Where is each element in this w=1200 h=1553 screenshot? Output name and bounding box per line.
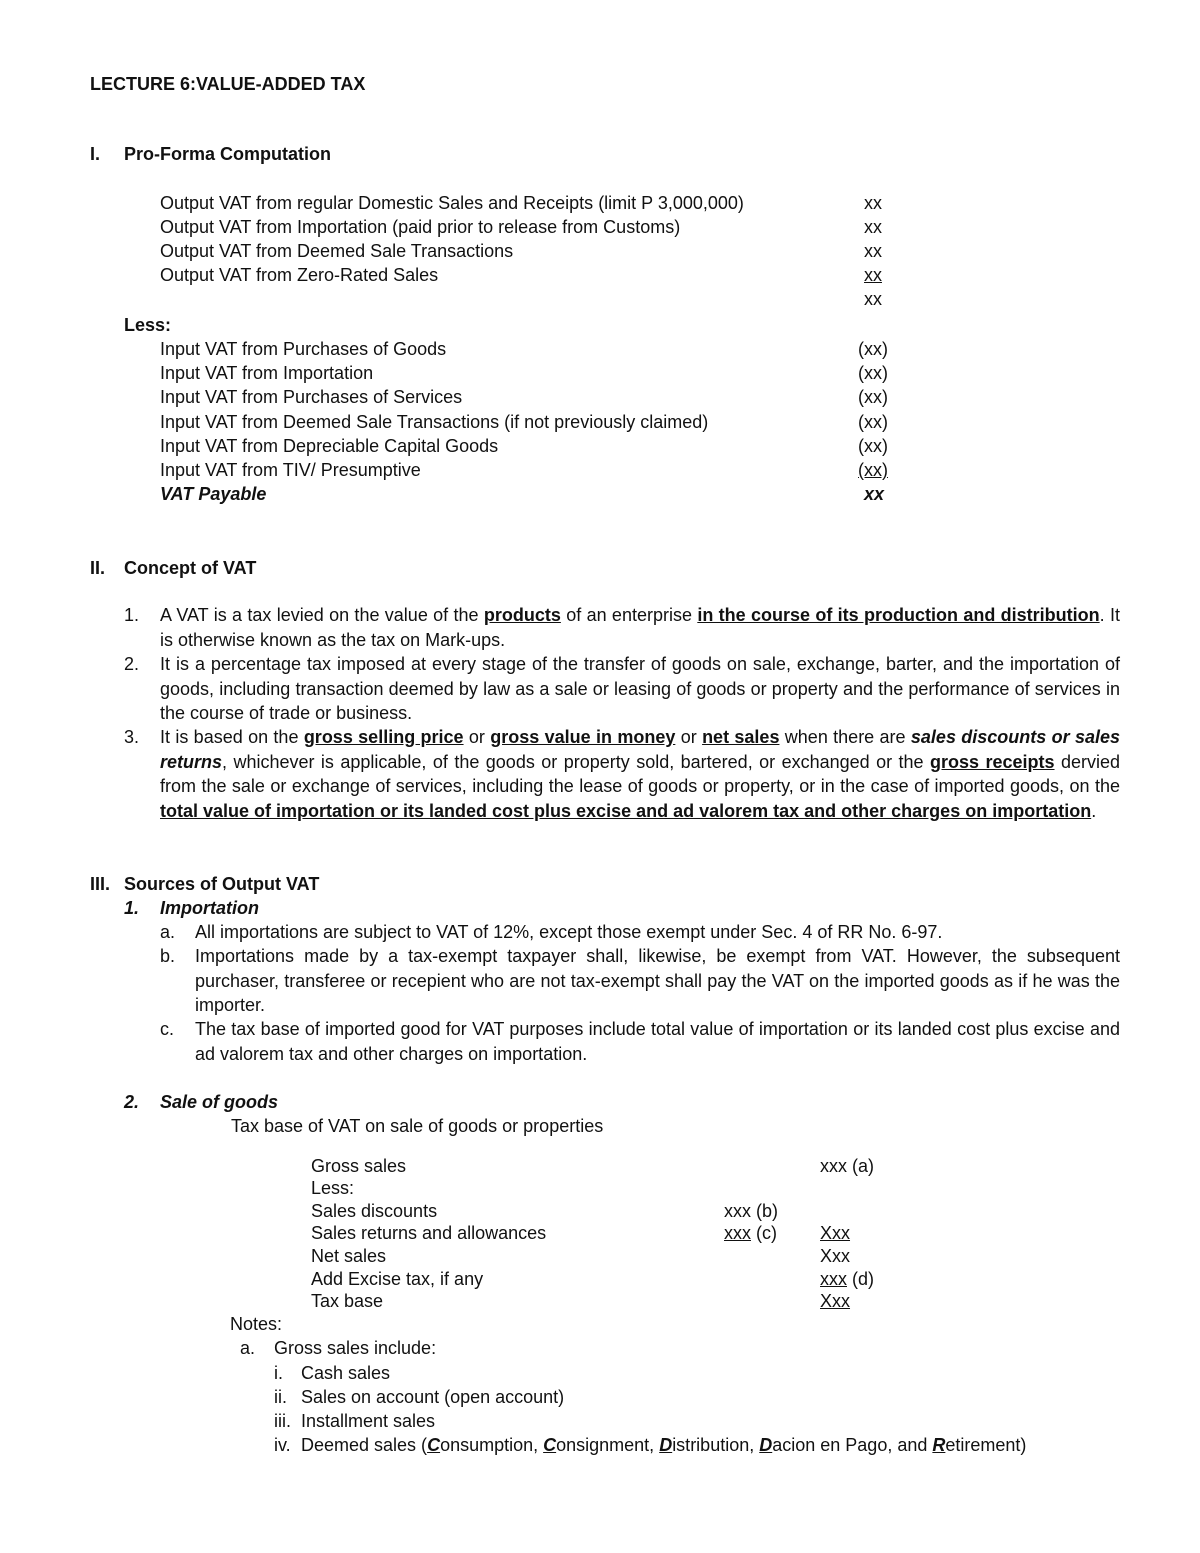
keyword: gross receipts <box>930 751 1055 772</box>
concept-item-3 <box>160 725 1120 823</box>
roman-number: i. <box>274 1363 283 1383</box>
gross-sales-item: Cash sales <box>301 1363 391 1383</box>
importation-item-c: The tax base of imported good for VAT purposes include total value of importation or its landed cost plus excise and ad valorem tax and other charges on importation. <box>195 1019 1120 1064</box>
input-row-amount: (xx) <box>858 436 888 456</box>
concept-text: . It is otherwise known as the tax on Mark-ups. <box>160 605 1120 650</box>
output-row-label: Output VAT from Zero-Rated Sales <box>160 265 439 285</box>
keyword-italic: sales discounts or sales returns <box>160 727 1121 772</box>
input-row-label: Input VAT from Purchases of Goods <box>160 339 447 359</box>
tax-base-intro: Tax base of VAT on sale of goods or properties <box>231 1116 604 1136</box>
less-label: Less: <box>124 315 172 335</box>
concept-text: when there are <box>779 727 911 747</box>
input-row-amount: (xx) <box>858 363 888 383</box>
section-2-heading: Concept of VAT <box>124 558 257 578</box>
input-row-label: Input VAT from Purchases of Services <box>160 387 463 407</box>
input-row-label: Input VAT from Deemed Sale Transactions (if not previously claimed) <box>160 412 709 432</box>
list-letter: a. <box>240 1338 256 1358</box>
concept-text: of an enterprise <box>560 605 698 625</box>
keyword: gross value in money <box>490 727 676 747</box>
vat-payable-label: VAT Payable <box>160 484 267 504</box>
importation-item-a: All importations are subject to VAT of 12%, except those exempt under Sec. 4 of RR No. 6-97. <box>195 922 943 942</box>
output-row-label: Output VAT from Deemed Sale Transactions <box>160 241 514 261</box>
concept-text: A VAT is a tax levied on the value of the <box>160 605 484 625</box>
section-1-heading: Pro-Forma Computation <box>124 144 331 164</box>
output-total: xx <box>864 289 882 309</box>
section-3-numeral: III. <box>90 874 111 894</box>
concept-text: , whichever is applicable, of the goods or property sold, bartered, or exchanged or the <box>222 751 931 772</box>
excise-tax-amount: xxx (d) <box>820 1269 874 1289</box>
roman-number: iv. <box>274 1435 291 1455</box>
input-row-amount: (xx) <box>858 412 888 432</box>
page-title: LECTURE 6:VALUE-ADDED TAX <box>90 74 366 94</box>
input-row-label: Input VAT from Depreciable Capital Goods <box>160 436 499 456</box>
gross-sales-item: Sales on account (open account) <box>301 1387 565 1407</box>
concept-item-1 <box>160 603 1120 652</box>
input-row-amount: (xx) <box>858 339 888 359</box>
sales-returns-amount: xxx (c) <box>724 1223 777 1243</box>
gross-sales-item: Installment sales <box>301 1411 436 1431</box>
input-row-label: Input VAT from Importation <box>160 363 374 383</box>
list-letter: c. <box>160 1019 175 1039</box>
sales-returns-total: Xxx <box>820 1223 851 1243</box>
gross-sales-label: Gross sales <box>311 1156 407 1176</box>
output-row-amount: xx <box>864 241 882 261</box>
sales-discounts-amount: xxx (b) <box>724 1201 778 1221</box>
tax-base-label: Tax base <box>311 1291 384 1311</box>
roman-number: ii. <box>274 1387 287 1407</box>
net-sales-label: Net sales <box>311 1246 387 1266</box>
list-letter: a. <box>160 922 176 942</box>
subsection-2-heading: Sale of goods <box>160 1092 279 1112</box>
input-row-label: Input VAT from TIV/ Presumptive <box>160 460 421 480</box>
keyword: in the course of its production and distribution <box>697 605 1100 625</box>
input-row-amount: (xx) <box>858 460 888 480</box>
output-row-amount: xx <box>864 193 882 213</box>
tax-base-amount: Xxx <box>820 1291 851 1311</box>
notes-label: Notes: <box>230 1314 283 1334</box>
output-row-amount: xx <box>864 265 882 285</box>
concept-item-2: It is a percentage tax imposed at every stage of the transfer of goods on sale, exchange, barter, and the importation of goods, including transaction deemed by law as a sale or leasing of goods or property and the performance of services in the course of trade or business. <box>160 654 1120 723</box>
output-row-label: Output VAT from regular Domestic Sales and Receipts (limit P 3,000,000) <box>160 193 744 213</box>
concept-text: It is based on the <box>160 727 304 747</box>
concept-text: or <box>463 727 491 747</box>
sales-returns-label: Sales returns and allowances <box>311 1223 547 1243</box>
concept-text: dervied from the sale or exchange of services, including the lease of goods or property, or in the case of imported goods, on the <box>160 751 1120 796</box>
deemed-sales-item: Deemed sales (Consumption, Consignment, Distribution, Dacion en Pago, and Retirement) <box>301 1435 1027 1455</box>
list-letter: b. <box>160 946 176 966</box>
concept-text: or <box>675 727 703 747</box>
section-3-heading: Sources of Output VAT <box>124 874 320 894</box>
input-row-amount: (xx) <box>858 387 888 407</box>
excise-tax-label: Add Excise tax, if any <box>311 1269 484 1289</box>
subsection-1-heading: Importation <box>160 898 259 918</box>
section-2-numeral: II. <box>90 558 106 578</box>
gross-sales-amount: xxx (a) <box>820 1156 874 1176</box>
subsection-2-number: 2. <box>124 1092 140 1112</box>
keyword: total value of importation or its landed cost plus excise and ad valorem tax and other charges on importation <box>160 800 1092 821</box>
vat-payable-amount: xx <box>864 484 885 504</box>
output-row-label: Output VAT from Importation (paid prior to release from Customs) <box>160 217 681 237</box>
less-label: Less: <box>311 1178 355 1198</box>
output-row-amount: xx <box>864 217 882 237</box>
keyword: net sales <box>702 727 780 747</box>
roman-number: iii. <box>274 1411 291 1431</box>
subsection-1-number: 1. <box>124 898 140 918</box>
keyword: gross selling price <box>303 727 464 747</box>
section-1-numeral: I. <box>90 144 101 164</box>
list-number: 3. <box>124 727 140 747</box>
list-number: 2. <box>124 654 140 674</box>
sales-discounts-label: Sales discounts <box>311 1201 438 1221</box>
note-a: Gross sales include: <box>274 1338 437 1358</box>
concept-text: . <box>1091 800 1097 821</box>
net-sales-amount: Xxx <box>820 1246 851 1266</box>
list-number: 1. <box>124 605 140 625</box>
importation-item-b: Importations made by a tax-exempt taxpayer shall, likewise, be exempt from VAT. However, the subsequent purchaser, transferee or recepient who are not tax-exempt shall pay the VAT on the imported goods as if he was the importer. <box>195 946 1120 1015</box>
keyword: products <box>483 605 561 625</box>
